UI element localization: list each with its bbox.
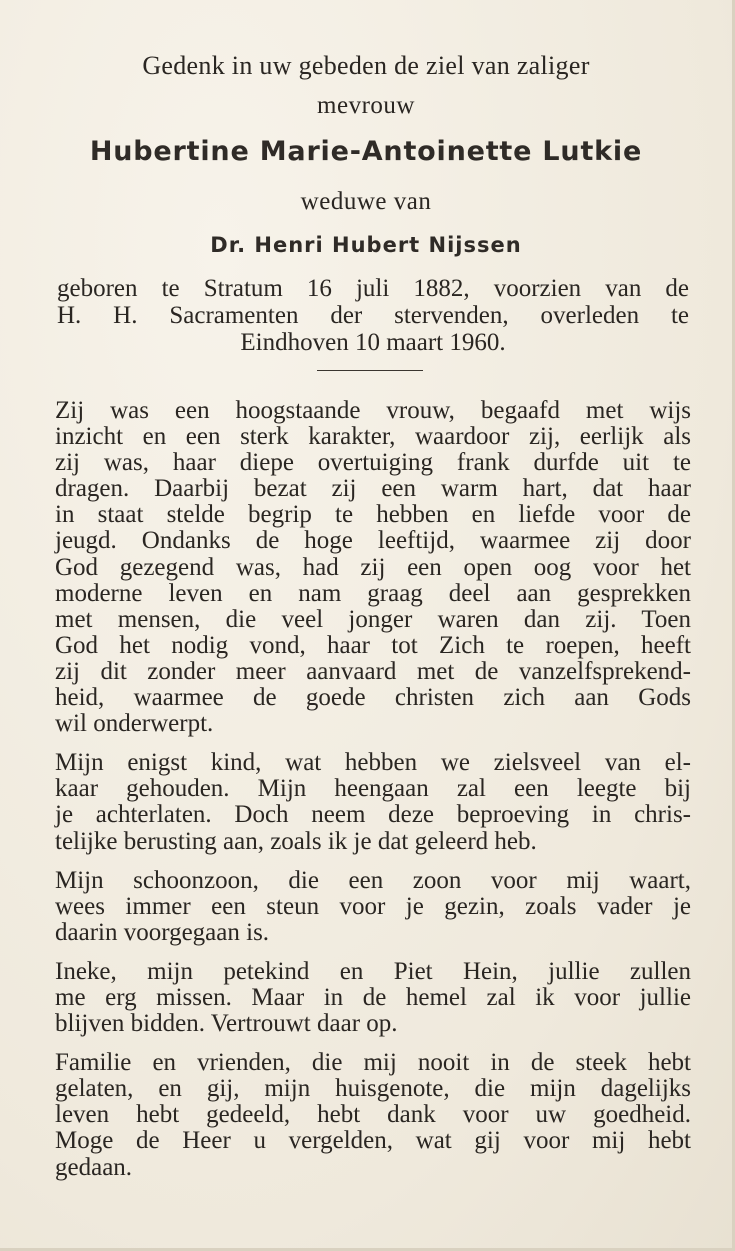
divider-rule [317, 370, 423, 371]
paragraph-tribute [55, 398, 691, 737]
text-line: Mijn enigst kind, wat hebben we zielsveel van el- [55, 749, 691, 777]
intro-line: Gedenk in uw gebeden de ziel van zaliger [142, 51, 590, 80]
text-line: Mijn schoonzoon, die een zoon voor mij waart, [55, 866, 691, 894]
paragraph-child [55, 750, 691, 854]
text-line: jeugd. Ondanks de hoge leeftijd, waarmee zij door [55, 527, 691, 555]
text-line: met mensen, die veel jonger waren dan zij. Toen [55, 605, 691, 633]
text-line: je achterlaten. Doch neem deze beproeving in chris- [55, 801, 691, 829]
body-text [55, 398, 691, 1194]
text-line: God gezegend was, had zij een open oog voor het [55, 553, 691, 581]
text-line: heid, waarmee de goede christen zich aan Gods [55, 684, 691, 712]
text-line: Moge de Heer u vergelden, wat gij voor mij hebt [55, 1127, 691, 1155]
paragraph-grandchildren [55, 959, 691, 1037]
text-line: Familie en vrienden, die mij nooit in de steek hebt [55, 1049, 691, 1077]
text-line: Ineke, mijn petekind en Piet Hein, jullie zullen [55, 957, 691, 985]
dates-line-2: H. H. Sacramenten der stervenden, overleden te [57, 302, 689, 329]
text-line: gedaan. [55, 1153, 133, 1181]
husband-name: Dr. Henri Hubert Nijssen [210, 233, 522, 257]
text-line: inzicht en een sterk karakter, waardoor zij, eerlijk als [55, 423, 691, 451]
dates-line-1: geboren te Stratum 16 juli 1882, voorzien van de [57, 275, 689, 302]
text-line: moderne leven en nam graag deel aan gesprekken [55, 579, 691, 607]
text-line: leven hebt gedeeld, hebt dank voor uw goedheid. [55, 1101, 691, 1129]
widow-of-line: weduwe van [300, 188, 432, 215]
text-line: telijke berusting aan, zoals ik je dat geleerd heb. [55, 827, 537, 855]
text-line: daarin voorgegaan is. [55, 918, 270, 946]
text-line: kaar gehouden. Mijn heengaan zal een leegte bij [55, 775, 691, 803]
text-line: blijven bidden. Vertrouwt daar op. [55, 1010, 398, 1038]
text-line: wil onderwerpt. [55, 710, 214, 738]
title-line: mevrouw [317, 92, 415, 119]
text-line: wees immer een steun voor je gezin, zoals vader je [55, 892, 691, 920]
text-line: in staat stelde begrip te hebben en liefde voor de [55, 501, 691, 529]
text-line: zij was, haar diepe overtuiging frank durfde uit te [55, 449, 691, 477]
text-line: God het nodig vond, haar tot Zich te roepen, heeft [55, 631, 691, 659]
deceased-name: Hubertine Marie-Antoinette Lutkie [89, 136, 643, 167]
text-line: Zij was een hoogstaande vrouw, begaafd met wijs [55, 397, 691, 424]
text-line: gelaten, en gij, mijn huisgenote, die mijn dagelijks [55, 1075, 691, 1103]
text-line: me erg missen. Maar in de hemel zal ik voor jullie [55, 983, 691, 1011]
text-line: zij dit zonder meer aanvaard met de vanzelfsprekend- [55, 657, 691, 685]
paragraph-son-in-law [55, 868, 691, 946]
text-line: dragen. Daarbij bezat zij een warm hart, dat haar [55, 475, 691, 503]
dates-block [57, 275, 689, 356]
paragraph-family-friends [55, 1050, 691, 1180]
dates-line-3: Eindhoven 10 maart 1960. [240, 329, 506, 356]
